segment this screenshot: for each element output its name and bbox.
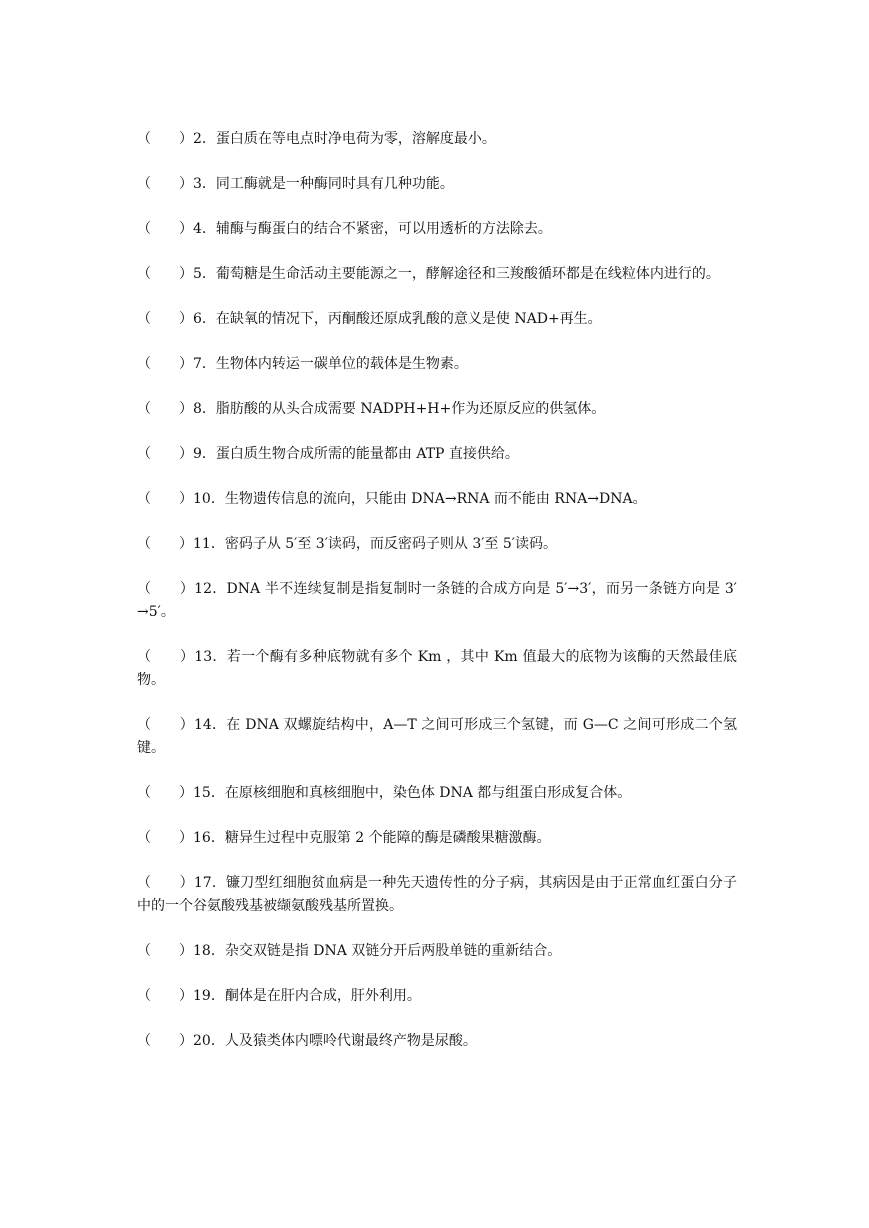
question-item	[137, 398, 737, 421]
answer-blank: （ ）	[137, 266, 193, 282]
answer-blank: （ ）	[137, 491, 193, 507]
answer-blank: （ ）	[137, 581, 195, 597]
question-item	[137, 646, 737, 692]
question-text: 15．在原核细胞和真核细胞中，染色体 DNA 都与组蛋白形成复合体。	[193, 785, 632, 801]
question-text: 6．在缺氧的情况下，丙酮酸还原成乳酸的意义是使 NAD+再生。	[193, 311, 602, 327]
question-text: 10．生物遗传信息的流向，只能由 DNA→RNA 而不能由 RNA→DNA。	[193, 491, 647, 507]
answer-blank: （ ）	[137, 649, 195, 665]
answer-blank: （ ）	[137, 943, 193, 959]
question-text: 13．若一个酶有多种底物就有多个 Km ，其中 Km 值最大的底物为该酶的天然最佳底物。	[137, 649, 737, 688]
question-text: 12．DNA 半不连续复制是指复制时一条链的合成方向是 5′→3′，而另一条链方向是 3′→5′。	[137, 581, 737, 620]
question-item	[137, 263, 737, 286]
question-item	[137, 782, 737, 805]
question-item	[137, 488, 737, 511]
true-false-question-list	[137, 128, 737, 1075]
question-item	[137, 173, 737, 196]
question-text: 7．生物体内转运一碳单位的载体是生物素。	[193, 356, 468, 372]
question-text: 11．密码子从 5′至 3′读码，而反密码子则从 3′至 5′读码。	[193, 536, 557, 552]
question-item	[137, 533, 737, 556]
question-text: 16．糖异生过程中克服第 2 个能障的酶是磷酸果糖激酶。	[193, 830, 551, 846]
question-text: 5．葡萄糖是生命活动主要能源之一，酵解途径和三羧酸循环都是在线粒体内进行的。	[193, 266, 720, 282]
question-item	[137, 872, 737, 918]
answer-blank: （ ）	[137, 1033, 193, 1049]
question-text: 4．辅酶与酶蛋白的结合不紧密，可以用透析的方法除去。	[193, 221, 552, 237]
question-text: 19．酮体是在肝内合成，肝外利用。	[193, 988, 421, 1004]
question-item	[137, 985, 737, 1008]
answer-blank: （ ）	[137, 446, 193, 462]
question-text: 8．脂肪酸的从头合成需要 NADPH+H+作为还原反应的供氢体。	[193, 401, 606, 417]
answer-blank: （ ）	[137, 221, 193, 237]
answer-blank: （ ）	[137, 875, 194, 891]
question-text: 2．蛋白质在等电点时净电荷为零，溶解度最小。	[193, 131, 496, 147]
answer-blank: （ ）	[137, 717, 194, 733]
question-text: 18．杂交双链是指 DNA 双链分开后两股单链的重新结合。	[193, 943, 562, 959]
answer-blank: （ ）	[137, 830, 193, 846]
question-item	[137, 1030, 737, 1053]
question-item	[137, 128, 737, 151]
question-item	[137, 714, 737, 760]
question-item	[137, 308, 737, 331]
question-text: 3．同工酶就是一种酶同时具有几种功能。	[193, 176, 454, 192]
question-item	[137, 218, 737, 241]
answer-blank: （ ）	[137, 785, 193, 801]
question-text: 17．镰刀型红细胞贫血病是一种先天遗传性的分子病，其病因是由于正常血红蛋白分子中的一个谷氨酸残基被缬氨酸残基所置换。	[137, 875, 738, 914]
question-text: 9．蛋白质生物合成所需的能量都由 ATP 直接供给。	[193, 446, 519, 462]
answer-blank: （ ）	[137, 401, 193, 417]
question-item	[137, 443, 737, 466]
question-item	[137, 827, 737, 850]
question-item	[137, 578, 737, 624]
question-item	[137, 353, 737, 376]
answer-blank: （ ）	[137, 131, 193, 147]
answer-blank: （ ）	[137, 356, 193, 372]
answer-blank: （ ）	[137, 176, 193, 192]
question-text: 14．在 DNA 双螺旋结构中，A—T 之间可形成三个氢键，而 G—C 之间可形成二个氢键。	[137, 717, 738, 756]
question-text: 20．人及猿类体内嘌呤代谢最终产物是尿酸。	[193, 1033, 477, 1049]
answer-blank: （ ）	[137, 988, 193, 1004]
answer-blank: （ ）	[137, 536, 193, 552]
answer-blank: （ ）	[137, 311, 193, 327]
question-item	[137, 940, 737, 963]
